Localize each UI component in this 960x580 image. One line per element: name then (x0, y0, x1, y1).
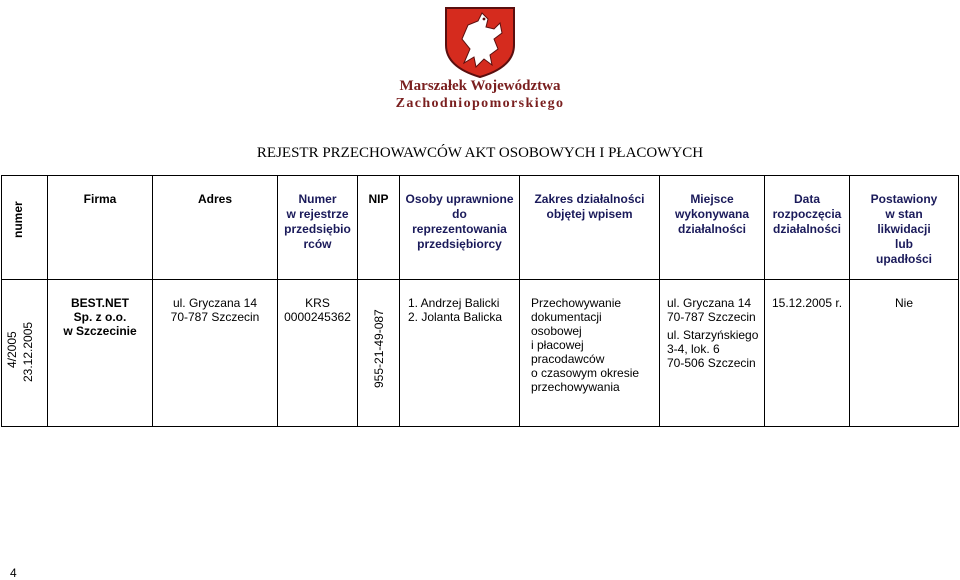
header-line: w rejestrze (286, 207, 349, 221)
cell-line: pracodawców (531, 352, 605, 366)
header-line: Data (793, 192, 820, 206)
cell-line: osobowej (531, 324, 582, 338)
header-line: Zakres działalności (534, 192, 645, 206)
header-line: Numer (298, 192, 337, 206)
col-header-numer (2, 176, 48, 280)
cell-nip-text: 955-21-49-087 (372, 309, 386, 388)
header-line: do (452, 207, 467, 221)
cell-line: 70-506 Szczecin (667, 356, 756, 370)
cell-line: 2. Jolanta Balicka (408, 310, 503, 324)
brand-line-2: Zachodniopomorskiego (395, 96, 565, 111)
header-line: przedsiębio (284, 222, 351, 236)
cell-numer-line: 4/2005 (5, 331, 19, 368)
register-table (1, 175, 959, 427)
cell-line: 1. Andrzej Balicki (408, 296, 500, 310)
header-line: rców (303, 237, 332, 251)
document-title: REJESTR PRZECHOWAWCÓW AKT OSOBOWYCH I PŁACOWYCH (256, 145, 704, 161)
cell-numer (2, 280, 48, 427)
header-line: objętej wpisem (546, 207, 633, 221)
brand-line-1: Marszałek Województwa (399, 78, 561, 94)
col-header-data (765, 176, 850, 280)
cell-data: 15.12.2005 r. (765, 280, 850, 427)
header-line: Osoby uprawnione (405, 192, 514, 206)
cell-line: i płacowej (531, 338, 584, 352)
header-line: rozpoczęcia (772, 207, 842, 221)
griffin-crest-icon (442, 5, 518, 79)
cell-line: w Szczecinie (63, 324, 137, 338)
cell-numer-line: 23.12.2005 (21, 321, 35, 382)
cell-firma (48, 280, 153, 427)
table-row (2, 280, 959, 427)
cell-line: KRS (305, 296, 330, 310)
cell-line: przechowywania (531, 380, 620, 394)
col-header-numer-rejestr (278, 176, 358, 280)
col-header-postawiony (850, 176, 959, 280)
cell-line: 0000245362 (284, 310, 351, 324)
cell-line: ul. Starzyńskiego (667, 328, 759, 342)
col-header-adres: Adres (153, 176, 278, 280)
col-header-zakres (520, 176, 660, 280)
cell-line: 70-787 Szczecin (170, 310, 260, 324)
cell-line: o czasowym okresie (531, 366, 640, 380)
header-line: przedsiębiorcy (417, 237, 502, 251)
col-header-osoby (400, 176, 520, 280)
cell-line: ul. Gryczana 14 (172, 296, 258, 310)
cell-postawiony: Nie (850, 280, 959, 427)
header-row (2, 176, 959, 280)
header-line: upadłości (875, 252, 932, 266)
header-line: lub (895, 237, 913, 251)
header-line: działalności (772, 222, 842, 236)
cell-line: dokumentacji (531, 310, 602, 324)
header-line: wykonywana (674, 207, 750, 221)
cell-numer-rejestr (278, 280, 358, 427)
cell-line: BEST.NET (70, 296, 129, 310)
header-line: reprezentowania (412, 222, 507, 236)
cell-zakres (520, 280, 660, 427)
cell-line: ul. Gryczana 14 (667, 296, 752, 310)
header-line: likwidacji (877, 222, 931, 236)
header-line: Postawiony (870, 192, 938, 206)
cell-line: Przechowywanie (531, 296, 622, 310)
cell-miejsce (660, 280, 765, 427)
header-line: Miejsce (690, 192, 734, 206)
header-line: w stan (885, 207, 923, 221)
header-line: działalności (677, 222, 747, 236)
cell-osoby (400, 280, 520, 427)
col-header-miejsce (660, 176, 765, 280)
cell-line: Sp. z o.o. (73, 310, 127, 324)
col-header-nip: NIP (358, 176, 400, 280)
cell-line: 3-4, lok. 6 (667, 342, 720, 356)
cell-adres (153, 280, 278, 427)
page-number: 4 (10, 566, 17, 580)
cell-nip (358, 280, 400, 427)
col-header-firma: Firma (48, 176, 153, 280)
col-header-numer-text: numer (11, 201, 25, 238)
cell-line: 70-787 Szczecin (667, 310, 756, 324)
